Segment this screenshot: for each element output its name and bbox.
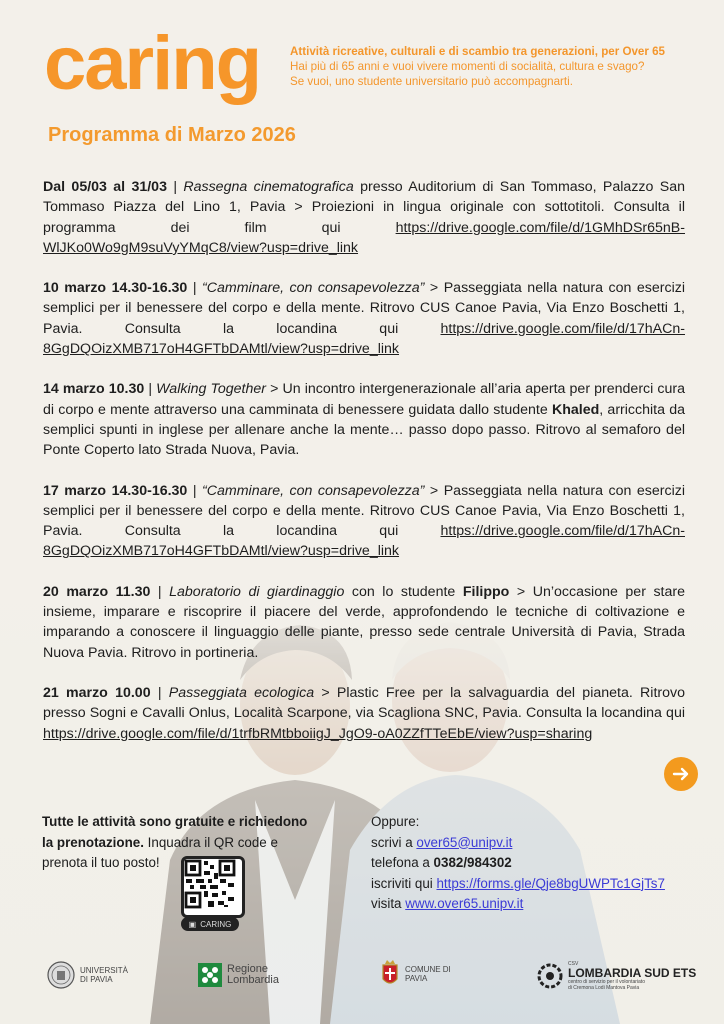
event-description-cont: , arricchita da semplici spunti in inglese per allenare anche la mente… passo dopo passo. Ritrovo al semaforo del Ponte Coperto lato Strada Nuova, Pavia. (43, 401, 685, 459)
logo-csv-lombardia-sud (537, 961, 696, 991)
partner-line-3: di Cremona Lodi Mantova Pavia (568, 985, 640, 991)
booking-info (42, 812, 312, 874)
event-date: 10 marzo 14.30-16.30 (43, 280, 188, 297)
event-title: “Camminare, con consapevolezza” (202, 280, 425, 297)
event-description: > Un incontro intergenerazionale all’aria aperta per prenderci cura di corpo e mente attraverso una camminata di benessere guidata dallo studente (43, 381, 685, 418)
month-title: Programma di Marzo 2026 (48, 124, 296, 146)
partner-line-1: COMUNE DI (405, 965, 451, 974)
partner-line-2: centro di servizio per il volontariato (568, 979, 645, 985)
event-title: Passeggiata ecologica (168, 684, 315, 701)
event-item (43, 177, 685, 258)
event-link[interactable]: https://drive.google.com/file/d/1GMhDSr65nB-WlJKo0Wo9gM9suVyYMqC8/view?usp=drive_link (43, 219, 685, 256)
event-date: 20 marzo 11.30 (43, 583, 151, 600)
partner-logos (0, 955, 724, 995)
logo-university-of-pavia (47, 961, 128, 989)
event-title: Walking Together (156, 381, 266, 398)
event-item (43, 683, 685, 744)
phone-prefix: telefona a (371, 855, 434, 870)
contact-phone-line (371, 853, 665, 874)
event-item (43, 481, 685, 562)
logo-regione-lombardia (198, 963, 279, 987)
separator: | (166, 179, 184, 195)
event-date: 14 marzo 10.30 (43, 381, 145, 398)
qr-caption-text: CARING (200, 919, 232, 929)
tagline-line-1: Attività ricreative, culturali e di scambio tra generazioni, per Over 65 (290, 45, 666, 58)
event-description: > Passeggiata nella natura con esercizi semplici per il benessere del corpo e della mente. Ritrovo CUS Canoe Pavia, Via Enzo Boschetti 1, Pavia. Consulta la locandina qui (43, 280, 686, 337)
csv-swirl-icon (537, 963, 563, 989)
separator: | (187, 482, 203, 499)
contact-form-line (371, 874, 665, 895)
csv-prefix: CSV (568, 961, 579, 967)
events-list (43, 177, 685, 764)
separator: | (144, 381, 157, 398)
tagline-line-2: Hai più di 65 anni e vuoi vivere momenti di socialità, cultura e svago? (290, 60, 645, 73)
tagline-line-3: Se vuoi, uno studente universitario può accompagnarti. (290, 75, 573, 88)
event-date: 21 marzo 10.00 (43, 684, 151, 701)
event-title: Rassegna cinematografica (183, 179, 354, 195)
event-description: > Plastic Free per la salvaguardia del pianeta. Ritrovo presso Sogni e Cavalli Onlus, Località Scarpone, via Scagliona SNC, Pavia. Consulta la locandina qui (43, 684, 685, 722)
event-item (43, 278, 685, 359)
event-item (43, 582, 685, 663)
contact-email-line (371, 833, 665, 854)
event-title: Laboratorio di giardinaggio (169, 583, 345, 600)
event-description: > Passeggiata nella natura con esercizi semplici per il benessere del corpo e della mente. Ritrovo CUS Canoe Pavia, Via Enzo Boschetti 1, Pavia. Consulta la locandina qui (43, 482, 686, 540)
student-name: Khaled (551, 401, 600, 418)
email-prefix: scrivi a (371, 834, 417, 850)
contact-intro: Oppure: (371, 814, 420, 829)
partner-line-1: Regione (227, 963, 268, 975)
phone-number: 0382/984302 (433, 855, 512, 870)
regione-lombardia-icon (198, 963, 222, 987)
pavia-coat-of-arms-icon (380, 959, 400, 989)
arrow-right-icon (672, 765, 690, 783)
separator: | (150, 684, 169, 701)
partner-line-1: LOMBARDIA SUD ETS (568, 966, 697, 980)
partner-line-2: Lombardia (227, 974, 279, 986)
separator: | (187, 280, 203, 297)
event-date: 17 marzo 14.30-16.30 (43, 482, 188, 499)
qr-code[interactable] (181, 856, 245, 918)
event-description: presso Auditorium di San Tommaso, Palazzo San Tommaso Piazza del Lino 1, Pavia > Proiezioni in lingua originale con sottotitoli. Consulta il programma dei film qui (43, 179, 685, 236)
event-description: con lo studente (344, 583, 463, 600)
caring-logo: caring (44, 21, 261, 106)
booking-text: Inquadra il QR code e prenota il tuo posto! (42, 834, 278, 870)
contact-site-line (371, 894, 665, 915)
event-date: Dal 05/03 al 31/03 (43, 179, 167, 195)
email-link[interactable]: over65@unipv.it (416, 834, 513, 850)
student-name: Filippo (462, 583, 510, 600)
booking-strong: Tutte le attività sono gratuite e richiedono la prenotazione. (42, 814, 308, 850)
tagline (290, 44, 665, 89)
contact-info (371, 812, 665, 915)
form-prefix: iscriviti qui (371, 875, 437, 891)
event-link[interactable]: https://drive.google.com/file/d/1trfbRMtbboiigJ_JgO9-oA0ZZfTTeEbE/view?usp=sharing (43, 725, 593, 742)
qr-caption (181, 917, 239, 931)
partner-line-2: DI PAVIA (80, 975, 113, 984)
logo-comune-di-pavia (380, 959, 451, 989)
next-page-button[interactable] (664, 757, 698, 791)
separator: | (150, 583, 170, 600)
event-description-cont: > Un’occasione per stare insieme, imparare e riscoprire il piacere del verde, approfondendo le tecniche di coltivazione e imparando a conoscere il linguaggio delle piante, presso sede centrale Università di Pavia, Strada Nuova Pavia. Ritrovo in portineria. (43, 583, 685, 661)
partner-line-1: UNIVERSITÀ (80, 966, 129, 975)
event-title: “Camminare, con consapevolezza” (202, 482, 425, 499)
scan-icon: ▣ (188, 919, 197, 929)
partner-line-2: PAVIA (405, 974, 428, 983)
site-prefix: visita (371, 896, 406, 911)
event-link[interactable]: https://drive.google.com/file/d/17hACn-8GgDQOizXMB717oH4GFTbDAMtl/view?usp=drive_link (43, 320, 685, 358)
form-link[interactable]: https://forms.gle/Qje8bgUWPTc1GjTs7 (436, 875, 665, 891)
site-link[interactable]: www.over65.unipv.it (405, 896, 524, 911)
event-link[interactable]: https://drive.google.com/file/d/17hACn-8GgDQOizXMB717oH4GFTbDAMtl/view?usp=drive_link (43, 523, 685, 560)
qr-code-icon (184, 859, 236, 909)
event-item (43, 379, 685, 460)
university-seal-icon (47, 961, 75, 989)
